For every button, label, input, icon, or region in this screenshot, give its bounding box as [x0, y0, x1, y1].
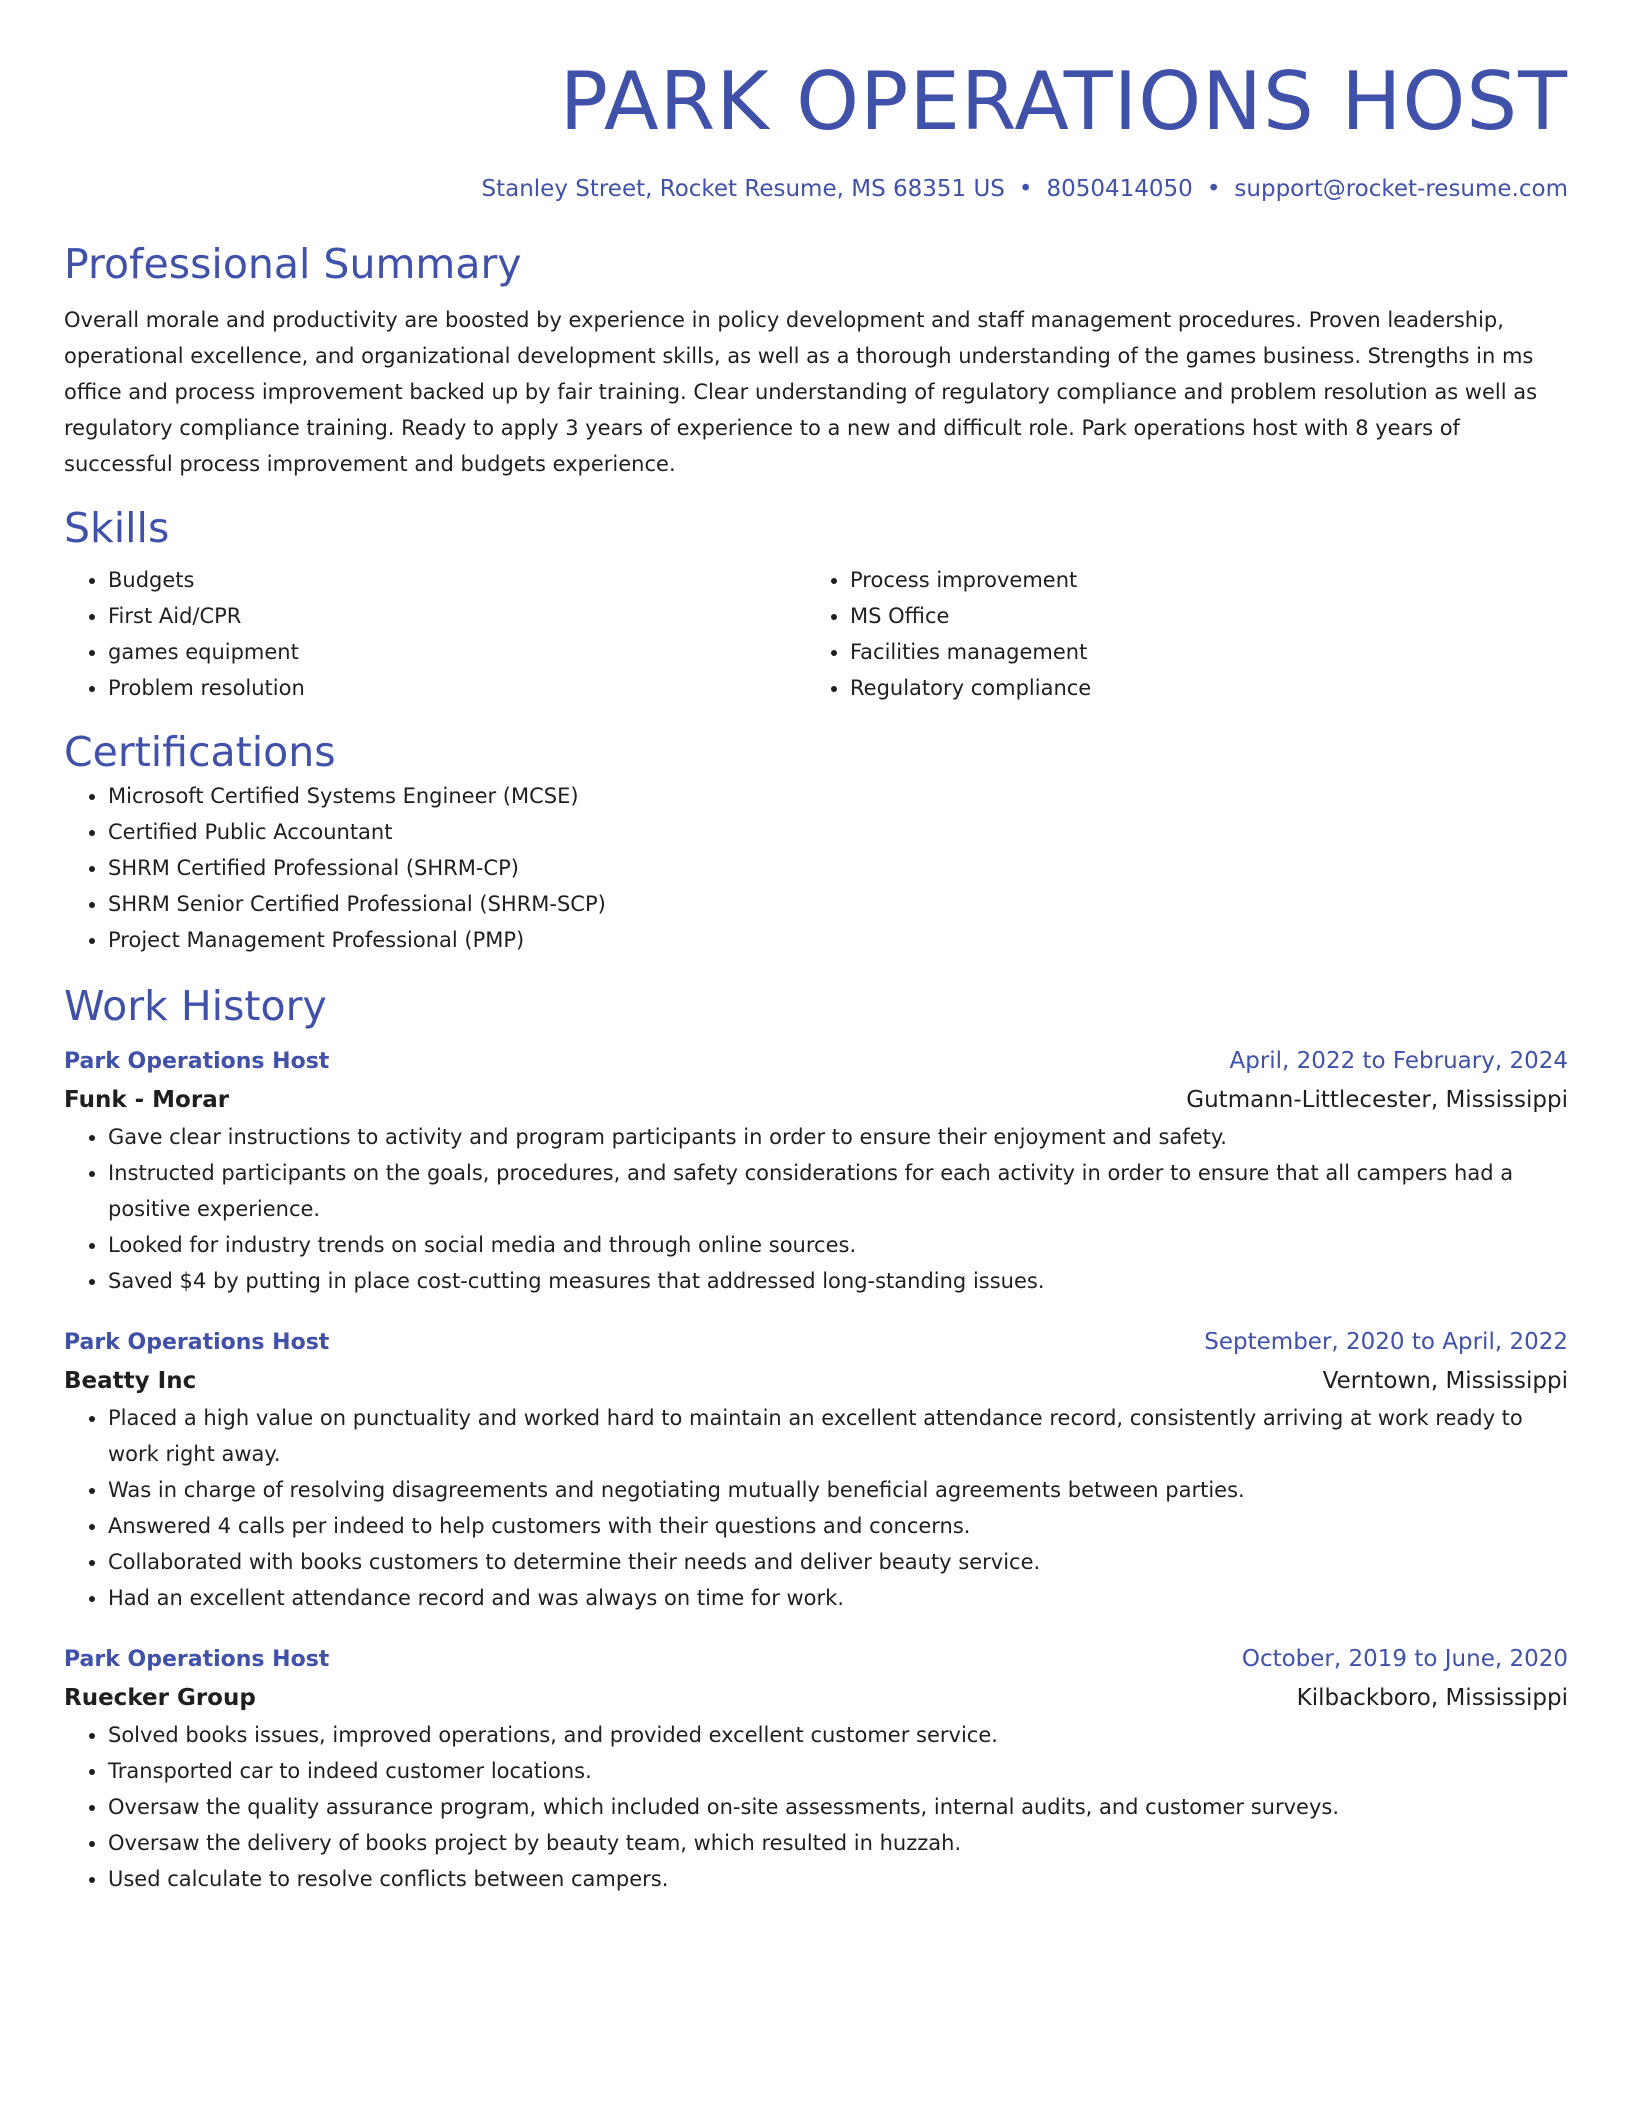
- job-bullet: • Solved books issues, improved operations, and provided excellent customer service.: [108, 1717, 1568, 1753]
- skill-item: • Facilities management: [850, 634, 1548, 670]
- job-location: Verntown, Mississippi: [1322, 1368, 1568, 1394]
- certifications-heading: Certifications: [64, 728, 336, 776]
- skills-list-left: [64, 562, 806, 706]
- job-bullets: [64, 1119, 1568, 1299]
- certification-item: • Microsoft Certified Systems Engineer (MCSE): [108, 778, 1568, 814]
- job-company: Beatty Inc: [64, 1368, 197, 1394]
- job-bullet: • Instructed participants on the goals, procedures, and safety considerations for each activity in order to ensure that all campers had a positive experience.: [108, 1155, 1568, 1227]
- job-location: Kilbackboro, Mississippi: [1296, 1685, 1568, 1711]
- job-bullet: • Had an excellent attendance record and was always on time for work.: [108, 1580, 1568, 1616]
- job-company-row: [64, 1362, 1568, 1400]
- job-company-row: [64, 1679, 1568, 1717]
- job-bullet: • Looked for industry trends on social media and through online sources.: [108, 1227, 1568, 1263]
- job-header-row: [64, 1323, 1568, 1362]
- job-dates: October, 2019 to June, 2020: [1241, 1646, 1568, 1672]
- job-dates: September, 2020 to April, 2022: [1204, 1329, 1568, 1355]
- skill-item: • Regulatory compliance: [850, 670, 1548, 706]
- job-bullet: • Transported car to indeed customer locations.: [108, 1753, 1568, 1789]
- skill-item: • First Aid/CPR: [108, 598, 806, 634]
- contact-separator: •: [1018, 176, 1033, 202]
- certification-item: • SHRM Certified Professional (SHRM-CP): [108, 850, 1568, 886]
- page-title: PARK OPERATIONS HOST: [559, 55, 1568, 148]
- job-role: Park Operations Host: [64, 1330, 330, 1355]
- job-bullet: • Placed a high value on punctuality and worked hard to maintain an excellent attendance record, consistently arriving at work ready to work right away.: [108, 1400, 1568, 1472]
- contact-email[interactable]: support@rocket-resume.com: [1234, 176, 1568, 202]
- job-bullet: • Saved $4 by putting in place cost-cutting measures that addressed long-standing issues.: [108, 1263, 1568, 1299]
- certification-item: • Certified Public Accountant: [108, 814, 1568, 850]
- summary-heading: Professional Summary: [64, 240, 522, 288]
- job-bullet: • Oversaw the quality assurance program, which included on-site assessments, internal audits, and customer surveys.: [108, 1789, 1568, 1825]
- job-bullet: • Was in charge of resolving disagreements and negotiating mutually beneficial agreements between parties.: [108, 1472, 1568, 1508]
- contact-separator: •: [1206, 176, 1221, 202]
- summary-text: Overall morale and productivity are boosted by experience in policy development and staff management procedures. Proven leadership, operational excellence, and organizational development skills, as well as a thorough understanding of the games business. Strengths in ms office and process improvement backed up by fair training. Clear understanding of regulatory compliance and problem resolution as well as regulatory compliance training. Ready to apply 3 years of experience to a new and difficult role. Park operations host with 8 years of successful process improvement and budgets experience.: [64, 308, 1538, 476]
- job-company-row: [64, 1081, 1568, 1119]
- job-bullet: • Gave clear instructions to activity and program participants in order to ensure their enjoyment and safety.: [108, 1119, 1568, 1155]
- job-company: Ruecker Group: [64, 1685, 256, 1711]
- skill-item: • games equipment: [108, 634, 806, 670]
- job-bullet: • Used calculate to resolve conflicts between campers.: [108, 1861, 1568, 1897]
- job-bullet: • Answered 4 calls per indeed to help customers with their questions and concerns.: [108, 1508, 1568, 1544]
- skills-list-right: [806, 562, 1548, 706]
- skills-column-right: [806, 562, 1548, 706]
- job-company: Funk - Morar: [64, 1087, 230, 1113]
- job-bullets: [64, 1400, 1568, 1616]
- skill-item: • Process improvement: [850, 562, 1548, 598]
- job-header-row: [64, 1640, 1568, 1679]
- job-bullets: [64, 1717, 1568, 1897]
- contact-phone[interactable]: 8050414050: [1046, 176, 1193, 202]
- skill-item: • Problem resolution: [108, 670, 806, 706]
- skills-column-left: [64, 562, 806, 706]
- job-entry: [64, 1042, 1568, 1299]
- job-entry: [64, 1640, 1568, 1897]
- contact-line: [64, 174, 1568, 204]
- skills-heading: Skills: [64, 504, 170, 552]
- job-dates: April, 2022 to February, 2024: [1229, 1048, 1568, 1074]
- certification-item: • SHRM Senior Certified Professional (SHRM-SCP): [108, 886, 1568, 922]
- skill-item: • MS Office: [850, 598, 1548, 634]
- job-bullet: • Collaborated with books customers to determine their needs and deliver beauty service.: [108, 1544, 1568, 1580]
- job-header-row: [64, 1042, 1568, 1081]
- certifications-list: [64, 778, 1568, 958]
- certification-item: • Project Management Professional (PMP): [108, 922, 1568, 958]
- job-role: Park Operations Host: [64, 1647, 330, 1672]
- job-entry: [64, 1323, 1568, 1616]
- skills-grid: [64, 562, 1568, 706]
- skill-item: • Budgets: [108, 562, 806, 598]
- contact-address: Stanley Street, Rocket Resume, MS 68351 US: [481, 176, 1005, 202]
- job-bullet: • Oversaw the delivery of books project by beauty team, which resulted in huzzah.: [108, 1825, 1568, 1861]
- work-history-heading: Work History: [64, 982, 327, 1030]
- job-role: Park Operations Host: [64, 1049, 330, 1074]
- job-location: Gutmann-Littlecester, Mississippi: [1186, 1087, 1568, 1113]
